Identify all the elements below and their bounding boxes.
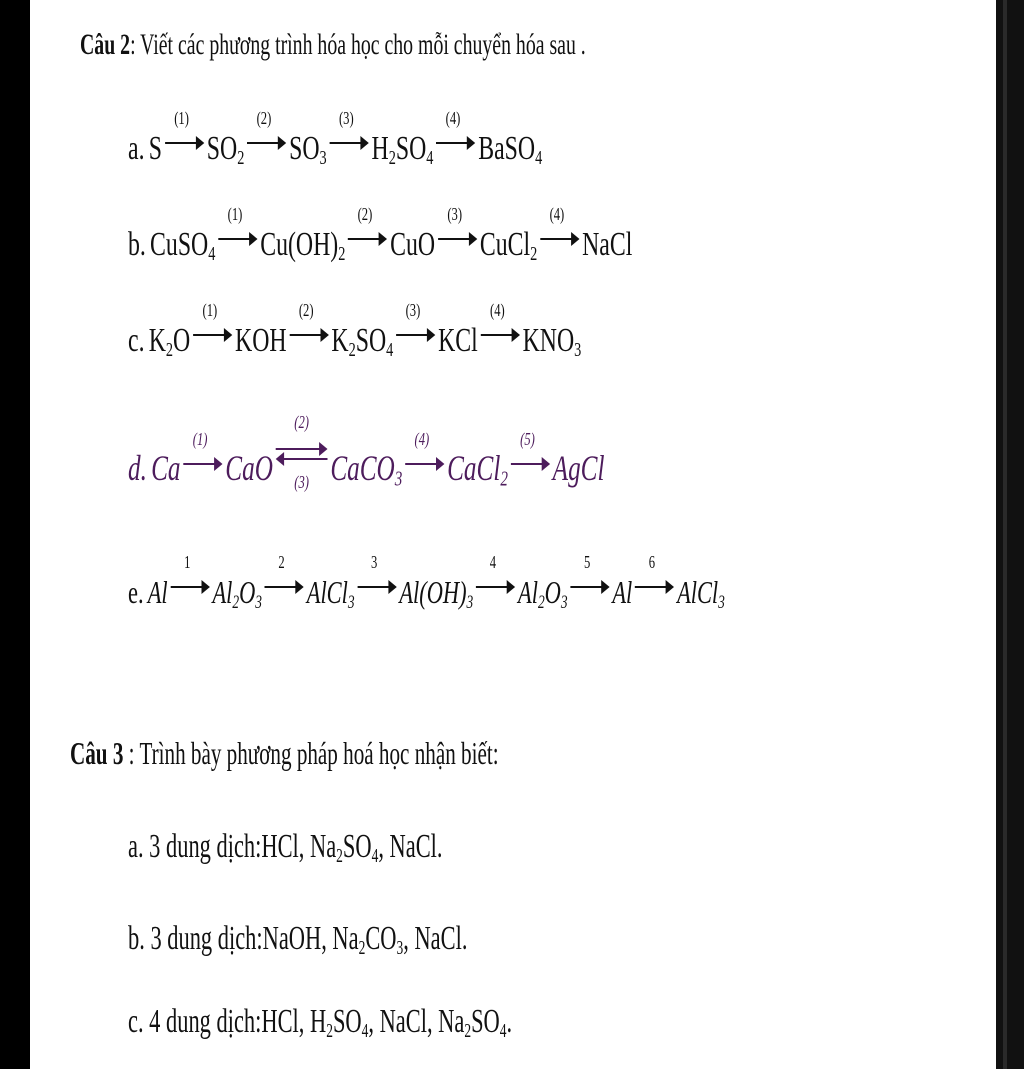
arrow-a-1: (1) <box>165 131 204 155</box>
formula-AgCl: AgCl <box>552 448 605 488</box>
formula-SO2: $SO_2$ <box>206 130 245 170</box>
arrow-e-1: 1 <box>170 575 209 599</box>
question-2-text: : Viết các phương trình hóa học cho mỗi chuyển hóa sau . <box>130 28 586 61</box>
formula-K2O: $K_2O$ <box>148 322 191 362</box>
formula-NaCl: NaCl <box>582 226 633 263</box>
arrow-c-2: (2) <box>289 323 328 347</box>
formula-Al2O3-2: $Al_2O_3$ <box>518 574 568 613</box>
chain-e <box>128 552 725 613</box>
formula-AlCl3: AlCl$_3$ <box>306 574 355 613</box>
chain-d <box>128 412 605 492</box>
identify-b-substances: NaOH, $Na_2CO_3$, NaCl. <box>262 920 468 960</box>
formula-Al: Al <box>147 574 168 610</box>
identify-c-substances: HCl, $H_2SO_4$, NaCl, $Na_2SO_4$. <box>261 1003 513 1043</box>
formula-CuCl2: CuCl$_2$ <box>479 226 538 266</box>
formula-H2SO4: $H_2SO_4$ <box>371 130 434 170</box>
arrow-d-4: (4) <box>405 452 444 476</box>
arrow-a-3: (3) <box>330 131 369 155</box>
formula-Al2O3: $Al_2O_3$ <box>212 574 262 613</box>
arrow-c-3: (3) <box>396 323 435 347</box>
arrow-b-3: (3) <box>438 227 477 251</box>
formula-K2SO4: $K_2SO_4$ <box>331 322 394 362</box>
chain-d-prefix: d. <box>128 448 147 488</box>
arrow-b-4: (4) <box>540 227 579 251</box>
arrow-e-2: 2 <box>265 575 304 599</box>
chain-c-prefix: c. <box>128 322 145 359</box>
reversible-arrow-d-2-3: (2) (3) <box>276 438 328 478</box>
arrow-e-5: 5 <box>570 575 609 599</box>
arrow-b-1: (1) <box>218 227 257 251</box>
question-3-heading <box>70 735 499 772</box>
identify-c-label: c. 4 dung dịch: <box>128 1003 262 1040</box>
right-edge-bar <box>996 0 1024 1069</box>
formula-CuO: CuO <box>390 226 436 263</box>
formula-AlCl3-2: AlCl$_3$ <box>677 574 725 613</box>
identify-a-label: a. 3 dung dịch: <box>128 828 262 865</box>
formula-CaCO3: CaCO$_3$ <box>330 448 403 491</box>
chain-b <box>128 204 633 266</box>
question-3-text: : Trình bày phương pháp hoá học nhận biết: <box>123 735 499 771</box>
identify-c <box>128 1003 512 1041</box>
formula-CaCl2: CaCl$_2$ <box>447 448 508 491</box>
chain-c <box>128 300 582 362</box>
formula-S: S <box>148 130 162 167</box>
formula-Al-2: Al <box>612 574 633 610</box>
formula-SO3: $SO_3$ <box>289 130 327 170</box>
arrow-b-2: (2) <box>348 227 387 251</box>
arrow-a-4: (4) <box>436 131 475 155</box>
arrow-c-1: (1) <box>193 323 232 347</box>
arrow-e-6: 6 <box>635 575 674 599</box>
identify-a-substances: HCl, $Na_2SO_4$, NaCl. <box>261 828 443 868</box>
question-2-heading <box>80 28 586 62</box>
chain-a <box>128 108 543 170</box>
identify-b-label: b. 3 dung dịch: <box>128 920 263 957</box>
arrow-e-4: 4 <box>476 575 515 599</box>
question-2-number: Câu 2 <box>80 28 131 61</box>
formula-CaO: CaO <box>225 448 273 488</box>
formula-CuOH2: $Cu(OH)_2$ <box>260 226 346 266</box>
formula-Ca: Ca <box>151 448 181 488</box>
formula-KNO3: $KNO_3$ <box>522 322 582 362</box>
arrow-e-3: 3 <box>357 575 396 599</box>
arrow-d-1: (1) <box>183 452 222 476</box>
identify-a <box>128 828 443 866</box>
question-3-number: Câu 3 <box>70 735 124 771</box>
formula-AlOH3: $Al(OH)_3$ <box>399 574 474 613</box>
chain-e-prefix: e. <box>128 574 144 610</box>
formula-BaSO4: BaSO$_4$ <box>478 130 543 170</box>
arrow-d-5: (5) <box>511 452 550 476</box>
identify-b <box>128 920 467 958</box>
arrow-c-4: (4) <box>481 323 520 347</box>
chain-b-prefix: b. <box>128 226 146 263</box>
right-edge-stripe <box>1003 0 1007 1069</box>
formula-CuSO4: CuSO$_4$ <box>150 226 216 266</box>
chain-a-prefix: a. <box>128 130 145 167</box>
formula-KOH: KOH <box>235 322 287 359</box>
formula-KCl: KCl <box>438 322 478 359</box>
arrow-a-2: (2) <box>247 131 286 155</box>
